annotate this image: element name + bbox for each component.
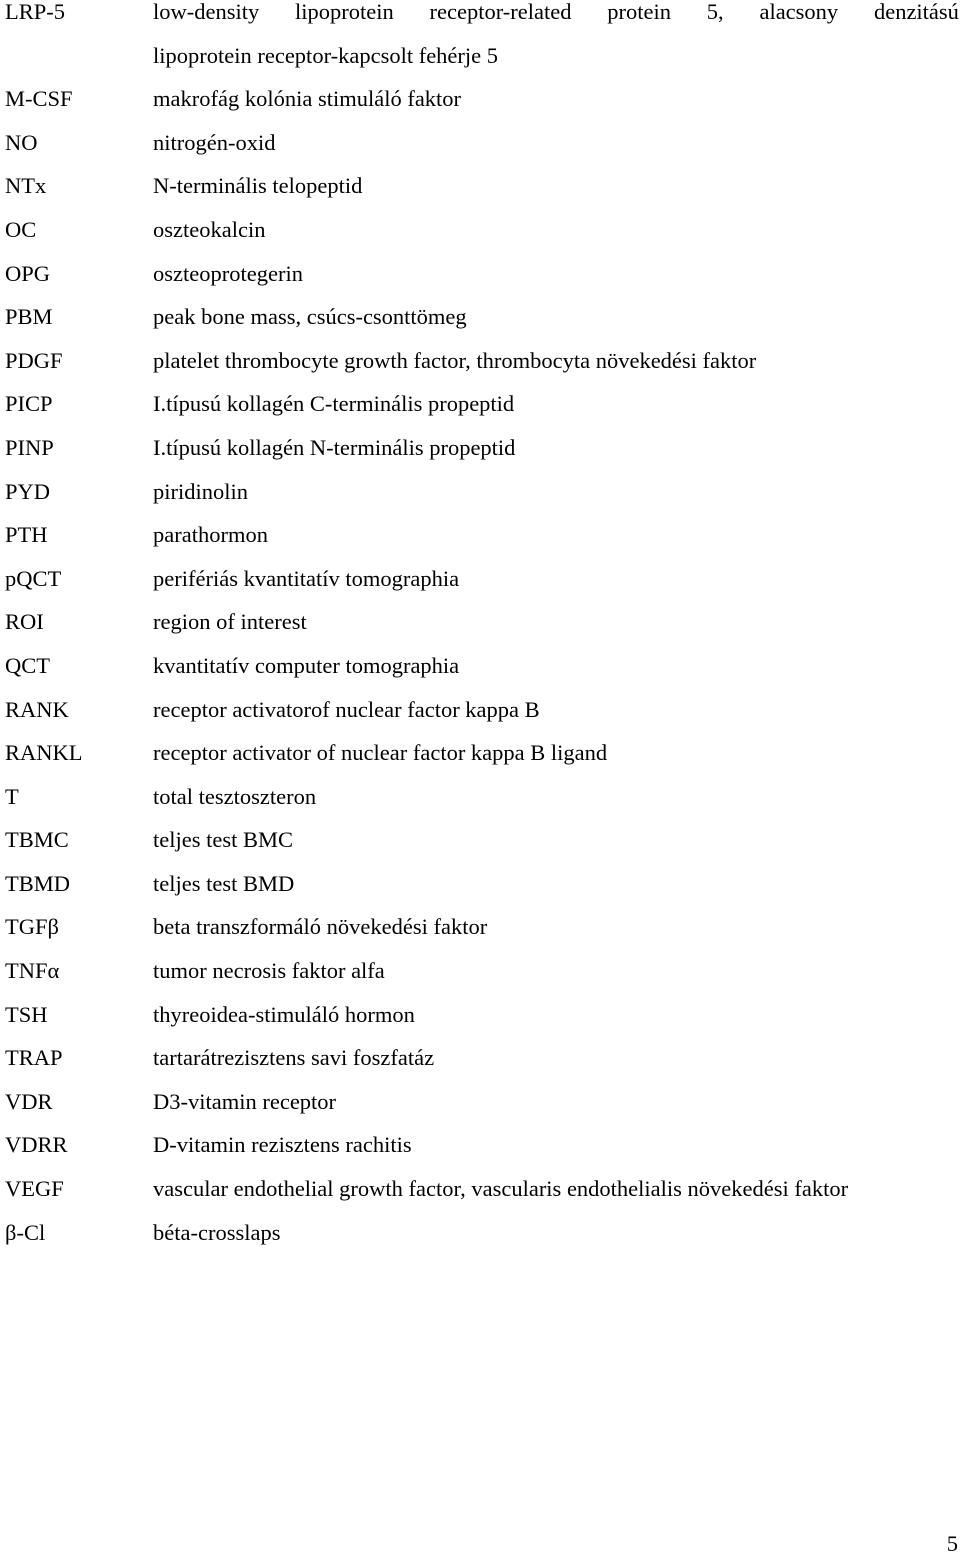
abbreviation-definition: perifériás kvantitatív tomographia	[153, 565, 460, 591]
abbreviation-definition: region of interest	[153, 609, 307, 635]
abbreviation-term: TBMC	[5, 827, 69, 853]
abbreviation-term: VDR	[5, 1088, 53, 1114]
abbreviation-term: ROI	[5, 609, 44, 635]
abbreviation-definition	[153, 0, 959, 68]
abbreviation-entry	[0, 1133, 960, 1177]
abbreviation-term: TSH	[5, 1001, 48, 1027]
abbreviation-term: TGFβ	[5, 914, 59, 940]
abbreviation-term: QCT	[5, 652, 50, 678]
definition-line: lipoprotein receptor-kapcsolt fehérje 5	[153, 42, 499, 68]
abbreviation-entry	[0, 218, 960, 262]
abbreviation-entry	[0, 87, 960, 131]
abbreviation-entry	[0, 1177, 960, 1221]
abbreviation-definition: tartarátrezisztens savi foszfatáz	[153, 1045, 435, 1071]
abbreviation-definition: receptor activatorof nuclear factor kappa B	[153, 696, 540, 722]
abbreviation-term: pQCT	[5, 565, 62, 591]
abbreviation-definition: D-vitamin rezisztens rachitis	[153, 1132, 412, 1158]
page-number: 5	[946, 1531, 958, 1556]
abbreviation-entry	[0, 0, 960, 87]
abbreviation-entry	[0, 785, 960, 829]
abbreviation-term: PYD	[5, 478, 51, 504]
definition-word: alacsony	[759, 0, 839, 24]
abbreviation-definition: peak bone mass, csúcs-csonttömeg	[153, 304, 467, 330]
abbreviation-term: OPG	[5, 260, 51, 286]
abbreviation-definition: béta-crosslaps	[153, 1219, 281, 1245]
abbreviation-term: OC	[5, 216, 37, 242]
abbreviation-definition: teljes test BMC	[153, 827, 293, 853]
abbreviation-term: TNFα	[5, 958, 60, 984]
abbreviation-definition: beta transzformáló növekedési faktor	[153, 914, 488, 940]
abbreviation-definition: N-terminális telopeptid	[153, 173, 363, 199]
abbreviation-definition: total tesztoszteron	[153, 783, 317, 809]
abbreviation-entry	[0, 567, 960, 611]
abbreviation-term: RANKL	[5, 740, 83, 766]
abbreviation-term: M-CSF	[5, 86, 73, 112]
abbreviation-term: TBMD	[5, 870, 71, 896]
abbreviation-term: PBM	[5, 304, 53, 330]
abbreviation-entry	[0, 1003, 960, 1047]
abbreviation-term: TRAP	[5, 1045, 63, 1071]
definition-line-justified	[153, 0, 959, 24]
abbreviation-entry	[0, 698, 960, 742]
abbreviation-term: PICP	[5, 391, 53, 417]
abbreviation-definition: oszteoprotegerin	[153, 260, 303, 286]
abbreviation-term: PDGF	[5, 347, 63, 373]
abbreviation-entry	[0, 349, 960, 393]
abbreviation-definition: kvantitatív computer tomographia	[153, 652, 460, 678]
abbreviation-term: LRP-5	[5, 0, 66, 24]
definition-word: low-density	[153, 0, 260, 24]
abbreviation-entry	[0, 915, 960, 959]
abbreviation-entry	[0, 741, 960, 785]
abbreviation-entry	[0, 1221, 960, 1265]
abbreviation-definition: nitrogén-oxid	[153, 129, 276, 155]
abbreviation-entry	[0, 523, 960, 567]
abbreviation-entry	[0, 828, 960, 872]
definition-word: protein	[607, 0, 672, 24]
abbreviation-term: β-Cl	[5, 1219, 46, 1245]
abbreviation-definition: piridinolin	[153, 478, 248, 504]
abbreviation-definition: parathormon	[153, 522, 268, 548]
abbreviation-entry	[0, 392, 960, 436]
abbreviation-entry	[0, 1046, 960, 1090]
abbreviation-term: T	[5, 783, 19, 809]
abbreviation-entry	[0, 480, 960, 524]
abbreviation-term: VDRR	[5, 1132, 68, 1158]
abbreviation-term: VEGF	[5, 1176, 64, 1202]
abbreviation-entry	[0, 131, 960, 175]
abbreviation-definition: receptor activator of nuclear factor kappa B ligand	[153, 740, 608, 766]
abbreviation-entry	[0, 1090, 960, 1134]
abbreviation-entry	[0, 174, 960, 218]
abbreviation-term: NTx	[5, 173, 47, 199]
abbreviation-entry	[0, 305, 960, 349]
abbreviation-term: RANK	[5, 696, 69, 722]
abbreviation-entry	[0, 959, 960, 1003]
abbreviation-entry	[0, 654, 960, 698]
abbreviation-entry	[0, 610, 960, 654]
abbreviation-definition: makrofág kolónia stimuláló faktor	[153, 86, 462, 112]
abbreviation-definition: oszteokalcin	[153, 216, 266, 242]
abbreviation-term: NO	[5, 129, 38, 155]
definition-word: receptor-related	[429, 0, 572, 24]
abbreviation-entry	[0, 262, 960, 306]
abbreviation-definition: tumor necrosis faktor alfa	[153, 958, 385, 984]
definition-word: lipoprotein	[295, 0, 394, 24]
abbreviation-term: PTH	[5, 522, 48, 548]
abbreviation-entry	[0, 872, 960, 916]
abbreviation-entry	[0, 436, 960, 480]
definition-word: 5,	[706, 0, 724, 24]
abbreviation-definition: D3-vitamin receptor	[153, 1088, 337, 1114]
abbreviation-term: PINP	[5, 434, 54, 460]
abbreviation-definition: vascular endothelial growth factor, vascularis endothelialis növekedési faktor	[153, 1176, 849, 1202]
abbreviation-definition: platelet thrombocyte growth factor, thrombocyta növekedési faktor	[153, 347, 757, 373]
abbreviation-definition: teljes test BMD	[153, 870, 295, 896]
abbreviation-definition: I.típusú kollagén N-terminális propeptid	[153, 434, 516, 460]
abbreviation-definition: I.típusú kollagén C-terminális propeptid	[153, 391, 515, 417]
abbreviation-definition: thyreoidea-stimuláló hormon	[153, 1001, 415, 1027]
definition-word: denzitású	[873, 0, 959, 24]
